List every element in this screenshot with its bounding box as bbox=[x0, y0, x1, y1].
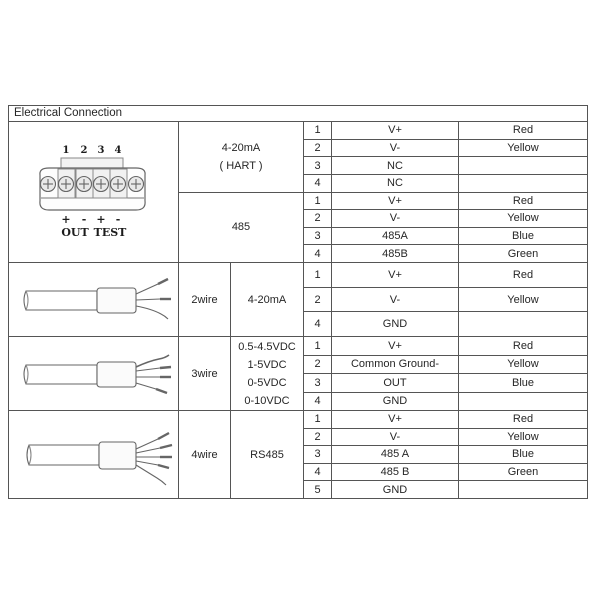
polarity-sign: + bbox=[96, 213, 106, 226]
terminal-pin-number: 3 bbox=[97, 145, 105, 156]
wire-count-cell: 2wire bbox=[178, 263, 230, 336]
pin-number-cell: 4 bbox=[303, 464, 331, 481]
terminal-block-drawing bbox=[9, 122, 178, 262]
cable-2wire-figure bbox=[9, 263, 178, 336]
cable-4wire-figure bbox=[9, 411, 178, 498]
table-row bbox=[303, 463, 587, 481]
signal-cell: V+ bbox=[331, 337, 458, 355]
table-row bbox=[303, 287, 587, 312]
signal-type-line: 0-5VDC bbox=[247, 376, 287, 389]
mode-label-4-20ma-hart bbox=[179, 122, 303, 192]
mode-label-line: 485 bbox=[231, 221, 251, 234]
wire-color-cell: Blue bbox=[458, 228, 587, 245]
polarity-sign: + bbox=[61, 213, 71, 226]
wire-color-cell: Red bbox=[458, 193, 587, 210]
pin-number-cell: 3 bbox=[303, 374, 331, 392]
signal-cell: NC bbox=[331, 175, 458, 192]
wire-color-cell: Yellow bbox=[458, 356, 587, 374]
signal-cell: V- bbox=[331, 288, 458, 312]
pin-number-cell: 4 bbox=[303, 245, 331, 262]
terminal-block-figure bbox=[9, 122, 178, 262]
signal-cell: V+ bbox=[331, 263, 458, 287]
pin-number-cell: 4 bbox=[303, 312, 331, 336]
wire-color-cell: Yellow bbox=[458, 140, 587, 157]
polarity-sign: - bbox=[115, 213, 121, 226]
table-row bbox=[303, 445, 587, 463]
wire-color-cell: Green bbox=[458, 245, 587, 262]
pin-rows bbox=[303, 263, 587, 336]
signal-cell: GND bbox=[331, 393, 458, 411]
pin-number-cell: 2 bbox=[303, 140, 331, 157]
signal-cell: GND bbox=[331, 481, 458, 498]
signal-cell: V+ bbox=[331, 193, 458, 210]
mode-label-485 bbox=[179, 192, 303, 263]
cable-4wire-drawing bbox=[9, 411, 178, 499]
pin-number-cell: 1 bbox=[303, 193, 331, 210]
wire-color-cell: Yellow bbox=[458, 429, 587, 446]
signal-type-line: RS485 bbox=[250, 448, 284, 461]
table-row bbox=[303, 122, 587, 139]
table-row bbox=[303, 392, 587, 411]
pin-number-cell: 5 bbox=[303, 481, 331, 498]
pin-number-cell: 4 bbox=[303, 393, 331, 411]
out-port-label: OUT bbox=[61, 226, 89, 239]
pin-rows bbox=[303, 337, 587, 410]
pin-number-cell: 1 bbox=[303, 337, 331, 355]
table-row bbox=[303, 192, 587, 210]
pin-number-cell: 1 bbox=[303, 122, 331, 139]
pin-rows bbox=[303, 122, 587, 262]
pin-number-cell: 2 bbox=[303, 288, 331, 312]
section-2wire bbox=[9, 262, 587, 336]
wire-color-cell bbox=[458, 157, 587, 174]
table-row bbox=[303, 244, 587, 262]
signal-cell: V+ bbox=[331, 411, 458, 428]
wire-color-cell: Yellow bbox=[458, 210, 587, 227]
pin-number-cell: 1 bbox=[303, 263, 331, 287]
wire-color-cell: Red bbox=[458, 263, 587, 287]
signal-cell: OUT bbox=[331, 374, 458, 392]
wire-count-cell: 4wire bbox=[178, 411, 230, 498]
signal-type-cell bbox=[230, 411, 303, 498]
pin-number-cell: 3 bbox=[303, 446, 331, 463]
signal-cell: NC bbox=[331, 157, 458, 174]
wire-color-cell bbox=[458, 393, 587, 411]
test-port-label: TEST bbox=[93, 226, 127, 239]
table-row bbox=[303, 263, 587, 287]
table-row bbox=[303, 156, 587, 174]
signal-cell: V+ bbox=[331, 122, 458, 139]
signal-cell: V- bbox=[331, 429, 458, 446]
signal-cell: Common Ground- bbox=[331, 356, 458, 374]
wire-color-cell: Red bbox=[458, 122, 587, 139]
terminal-pin-number: 2 bbox=[80, 145, 88, 156]
table-row bbox=[303, 337, 587, 355]
terminal-pin-number: 1 bbox=[62, 145, 70, 156]
table-row bbox=[303, 355, 587, 374]
section-3wire bbox=[9, 336, 587, 410]
wire-color-cell: Red bbox=[458, 337, 587, 355]
cable-3wire-drawing bbox=[9, 337, 178, 411]
wire-color-cell: Blue bbox=[458, 374, 587, 392]
signal-type-line: 0.5-4.5VDC bbox=[238, 340, 296, 353]
table-row bbox=[303, 311, 587, 336]
table-row bbox=[303, 428, 587, 446]
section-4wire bbox=[9, 410, 587, 498]
signal-type-line: 0-10VDC bbox=[244, 394, 290, 407]
pin-number-cell: 3 bbox=[303, 228, 331, 245]
wire-color-cell bbox=[458, 175, 587, 192]
wire-color-cell: Green bbox=[458, 464, 587, 481]
pin-number-cell: 2 bbox=[303, 356, 331, 374]
mode-label-line: 4-20mA bbox=[221, 141, 261, 154]
signal-cell: V- bbox=[331, 210, 458, 227]
wire-color-cell: Yellow bbox=[458, 288, 587, 312]
table-title: Electrical Connection bbox=[9, 106, 587, 122]
table-row bbox=[303, 174, 587, 192]
wire-color-cell bbox=[458, 481, 587, 498]
pin-number-cell: 1 bbox=[303, 411, 331, 428]
pin-rows bbox=[303, 411, 587, 498]
signal-cell: GND bbox=[331, 312, 458, 336]
signal-cell: 485 B bbox=[331, 464, 458, 481]
section-terminal bbox=[9, 122, 587, 262]
signal-type-cell bbox=[230, 263, 303, 336]
table-row bbox=[303, 227, 587, 245]
table-row bbox=[303, 373, 587, 392]
signal-type-line: 4-20mA bbox=[247, 293, 287, 306]
mode-label-line: ( HART ) bbox=[219, 159, 263, 172]
cable-3wire-figure bbox=[9, 337, 178, 410]
pin-number-cell: 4 bbox=[303, 175, 331, 192]
cable-2wire-drawing bbox=[9, 263, 178, 337]
table-row bbox=[303, 139, 587, 157]
signal-type-cell bbox=[230, 337, 303, 410]
wire-color-cell bbox=[458, 312, 587, 336]
table-row bbox=[303, 411, 587, 428]
pin-number-cell: 2 bbox=[303, 210, 331, 227]
terminal-bracket bbox=[61, 158, 123, 168]
signal-cell: 485A bbox=[331, 228, 458, 245]
signal-cell: 485 A bbox=[331, 446, 458, 463]
signal-cell: V- bbox=[331, 140, 458, 157]
pin-number-cell: 3 bbox=[303, 157, 331, 174]
polarity-sign: - bbox=[81, 213, 87, 226]
wire-color-cell: Red bbox=[458, 411, 587, 428]
wire-count-cell: 3wire bbox=[178, 337, 230, 410]
signal-type-line: 1-5VDC bbox=[247, 358, 287, 371]
wire-color-cell: Blue bbox=[458, 446, 587, 463]
signal-cell: 485B bbox=[331, 245, 458, 262]
pin-number-cell: 2 bbox=[303, 429, 331, 446]
table-row bbox=[303, 480, 587, 498]
mode-label-column bbox=[178, 122, 303, 262]
terminal-pin-number: 4 bbox=[114, 145, 122, 156]
electrical-connection-table bbox=[8, 105, 588, 499]
table-row bbox=[303, 209, 587, 227]
